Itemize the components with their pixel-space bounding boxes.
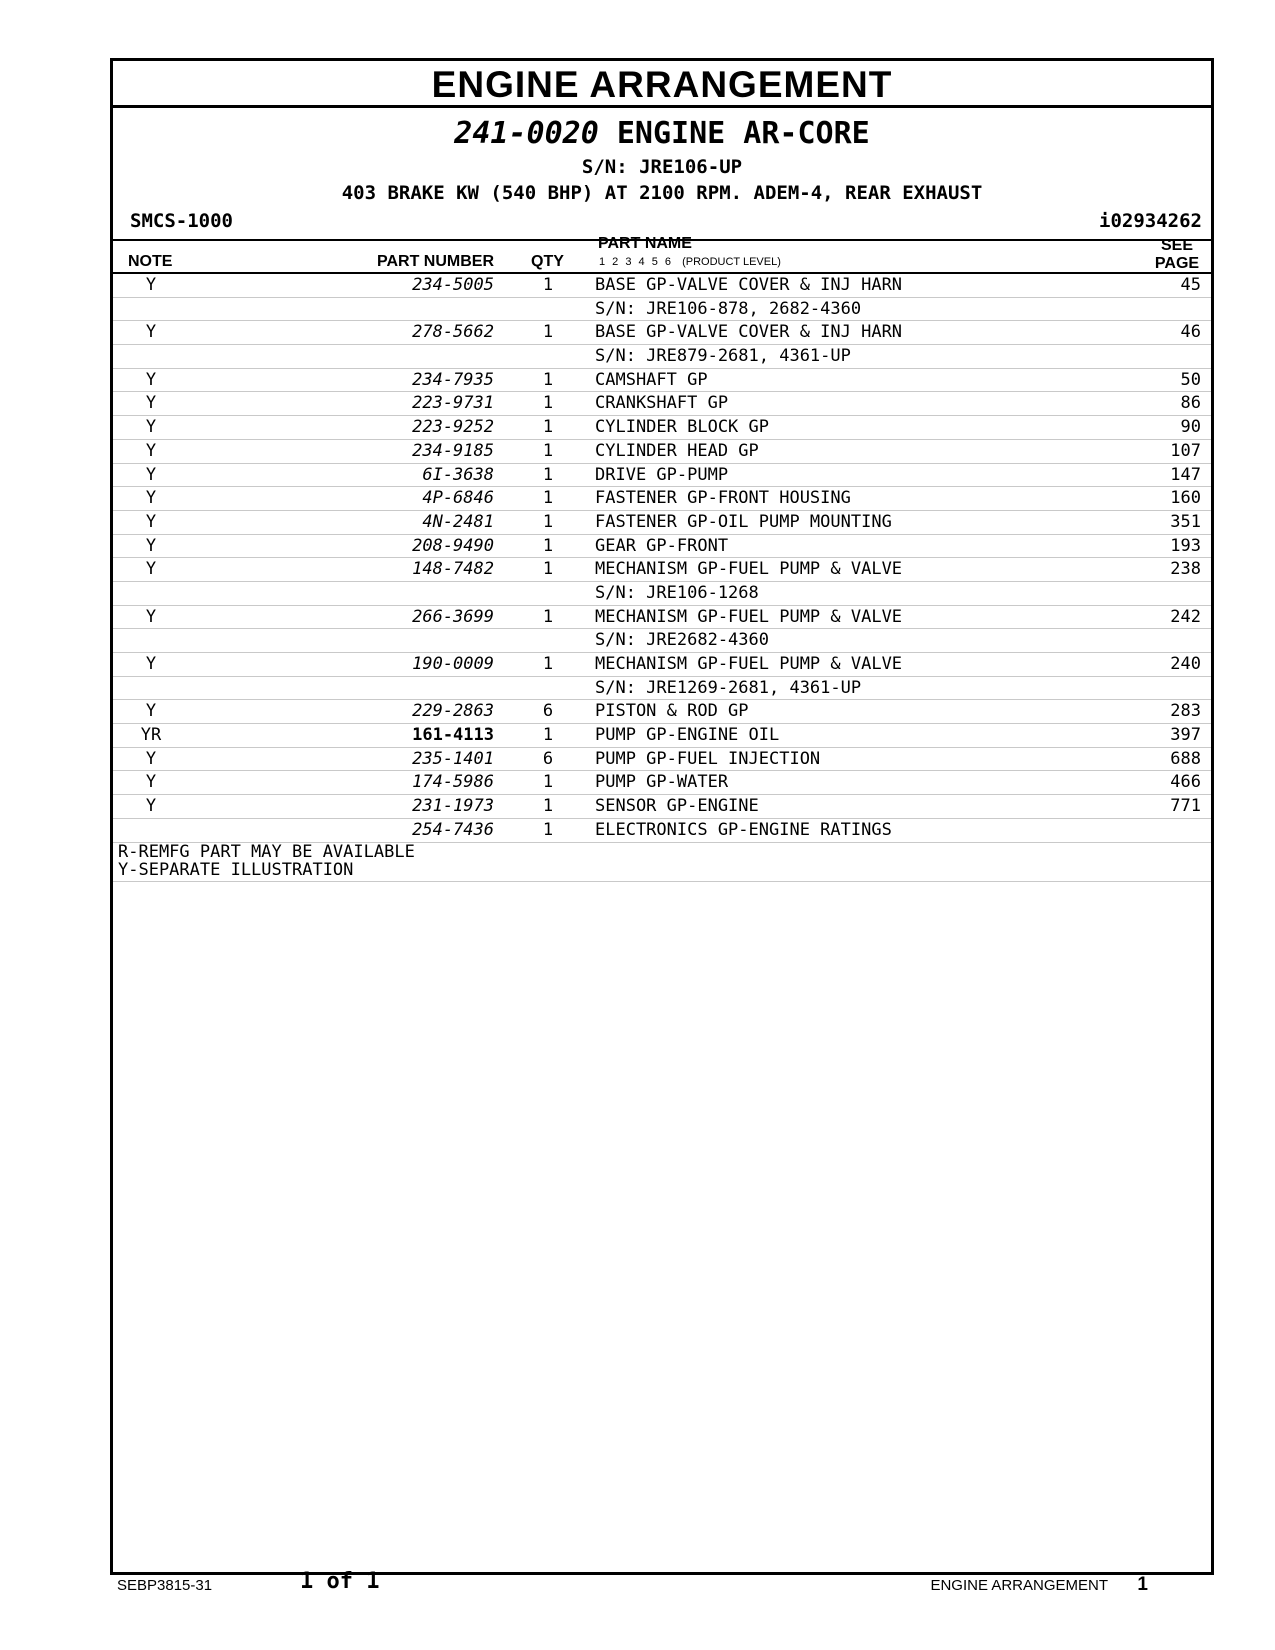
row-note: Y [145,748,157,769]
group-title [113,116,1211,152]
row-note: Y [145,701,157,722]
row-qty: 1 [542,393,554,414]
row-note: Y [145,535,157,556]
column-header-qty: QTY [531,253,564,270]
row-note: Y [145,559,157,580]
row-qty: 1 [542,464,554,485]
row-part-number: 190-0009 [412,654,494,674]
table-row [113,369,1211,393]
row-qty: 1 [542,796,554,817]
row-see-page: 86 [1180,393,1201,414]
row-part-number: 254-7436 [412,819,494,840]
serial-range: S/N: JRE106-UP [581,156,743,178]
table-row [113,272,1211,298]
column-header-part-number: PART NUMBER [376,253,494,270]
table-row [113,700,1211,724]
row-note: Y [145,322,157,343]
row-note: Y [145,393,157,414]
product-level-digits: 1 2 3 4 5 6 [599,256,671,268]
row-see-page: 283 [1170,701,1201,722]
row-note: YR [140,725,162,746]
row-qty: 1 [542,369,554,390]
row-qty: 1 [542,511,554,532]
row-see-page: 771 [1170,796,1201,817]
row-see-page: 688 [1170,748,1201,769]
row-part-number: 278-5662 [412,322,494,343]
row-note: Y [145,464,157,485]
row-part-number: 234-9185 [412,440,494,461]
row-part-name: S/N: JRE2682-4360 [595,630,769,651]
row-qty: 1 [542,654,554,674]
table-row [113,464,1211,488]
row-part-name: S/N: JRE1269-2681, 4361-UP [595,677,862,698]
table-row [113,819,1211,843]
row-qty: 1 [542,772,554,793]
row-part-name: BASE GP-VALVE COVER & INJ HARN [595,275,903,295]
row-part-name: MECHANISM GP-FUEL PUMP & VALVE [595,559,903,580]
row-see-page: 351 [1170,511,1201,532]
row-part-number: 229-2863 [412,701,494,722]
row-part-name: PISTON & ROD GP [595,701,749,722]
row-part-number: 266-3699 [412,606,494,627]
row-part-number: 6I-3638 [422,464,494,485]
table-row [113,629,1211,653]
row-see-page: 107 [1170,440,1201,461]
row-qty: 1 [542,440,554,461]
row-see-page: 240 [1170,654,1201,674]
row-part-number: 223-9252 [412,417,494,438]
group-name: ENGINE AR-CORE [616,116,870,151]
table-row [113,724,1211,748]
section-name: ENGINE ARRANGEMENT [930,1577,1108,1594]
row-part-name: CYLINDER BLOCK GP [595,417,769,438]
group-number: 241-0020 [454,116,599,151]
table-row [113,535,1211,559]
row-part-name: S/N: JRE106-1268 [595,582,759,603]
row-part-number: 161-4113 [412,725,494,746]
row-part-number: 148-7482 [412,559,494,580]
row-part-number: 4P-6846 [422,488,494,509]
row-part-name: PUMP GP-WATER [595,772,729,793]
illustration-id: i02934262 [1099,210,1202,232]
table-row [113,582,1211,606]
document-number: SEBP3815-31 [117,1577,213,1594]
table-row [113,440,1211,464]
row-qty: 1 [542,819,554,840]
row-part-number: 174-5986 [412,772,494,793]
table-row [113,321,1211,345]
column-header-see-page [1153,237,1201,273]
table-row [113,653,1211,677]
row-see-page: 238 [1170,559,1201,580]
table-row [113,771,1211,795]
row-note: Y [145,417,157,438]
row-see-page: 466 [1170,772,1201,793]
row-see-page: 45 [1180,275,1201,295]
page-title: ENGINE ARRANGEMENT [113,61,1211,108]
row-qty: 1 [542,606,554,627]
smcs-code: SMCS-1000 [130,210,233,232]
row-part-name: MECHANISM GP-FUEL PUMP & VALVE [595,654,903,674]
row-part-name: S/N: JRE106-878, 2682-4360 [595,298,862,319]
table-row [113,558,1211,582]
table-row [113,392,1211,416]
product-level-scale [599,255,781,269]
row-qty: 6 [542,748,554,769]
row-part-number: 234-5005 [412,275,494,295]
row-qty: 1 [542,322,554,343]
row-part-number: 235-1401 [412,748,494,769]
row-part-number: 208-9490 [412,535,494,556]
row-note: Y [145,488,157,509]
table-row [113,298,1211,322]
column-header-note: NOTE [128,253,173,270]
column-header-see: SEE [1160,237,1193,254]
table-row [113,511,1211,535]
parts-table [113,272,1211,882]
row-see-page: 147 [1170,464,1201,485]
row-part-name: CAMSHAFT GP [595,369,708,390]
row-qty: 6 [542,701,554,722]
legend-note: R-REMFG PART MAY BE AVAILABLE [118,841,415,862]
row-part-number: 231-1973 [412,796,494,817]
row-see-page: 397 [1170,725,1201,746]
table-row [113,795,1211,819]
row-part-number: 223-9731 [412,393,494,414]
row-note: Y [145,440,157,461]
table-row [113,748,1211,772]
row-part-name: CYLINDER HEAD GP [595,440,759,461]
row-note: Y [145,511,157,532]
row-part-name: DRIVE GP-PUMP [595,464,729,485]
legend-note: Y-SEPARATE ILLUSTRATION [113,861,1211,882]
table-row [113,606,1211,630]
row-see-page: 90 [1180,417,1201,438]
table-row [113,487,1211,511]
row-note: Y [145,275,157,295]
row-see-page: 46 [1180,322,1201,343]
row-part-name: SENSOR GP-ENGINE [595,796,759,817]
row-qty: 1 [542,417,554,438]
row-part-name: PUMP GP-ENGINE OIL [595,725,780,746]
column-header-part-name: PART NAME [598,235,692,252]
table-row [113,416,1211,440]
row-part-name: FASTENER GP-FRONT HOUSING [595,488,851,509]
row-note: Y [145,606,157,627]
table-row [113,677,1211,701]
row-note: Y [145,796,157,817]
row-see-page: 160 [1170,488,1201,509]
row-qty: 1 [542,559,554,580]
row-part-name: CRANKSHAFT GP [595,393,729,414]
engine-description: 403 BRAKE KW (540 BHP) AT 2100 RPM. ADEM-4, REAR EXHAUST [341,182,983,204]
row-qty: 1 [542,725,554,746]
page-frame [110,58,1214,1575]
row-qty: 1 [542,275,554,295]
row-part-name: S/N: JRE879-2681, 4361-UP [595,346,851,367]
product-level-label: (PRODUCT LEVEL) [682,256,781,268]
row-note: Y [145,772,157,793]
row-part-name: BASE GP-VALVE COVER & INJ HARN [595,322,903,343]
row-see-page: 242 [1170,606,1201,627]
row-note: Y [145,654,157,674]
table-row [113,345,1211,369]
row-part-number: 4N-2481 [422,511,494,532]
row-part-number: 234-7935 [412,369,494,390]
page-count: 1 of 1 [300,1569,380,1594]
row-see-page: 193 [1170,535,1201,556]
row-see-page: 50 [1180,369,1201,390]
row-part-name: ELECTRONICS GP-ENGINE RATINGS [595,819,892,840]
row-qty: 1 [542,535,554,556]
row-part-name: GEAR GP-FRONT [595,535,729,556]
row-part-name: FASTENER GP-OIL PUMP MOUNTING [595,511,892,532]
page-number: 1 [1137,1574,1148,1595]
row-part-name: PUMP GP-FUEL INJECTION [595,748,821,769]
row-part-name: MECHANISM GP-FUEL PUMP & VALVE [595,606,903,627]
row-qty: 1 [542,488,554,509]
column-header-page: PAGE [1154,255,1200,272]
row-note: Y [145,369,157,390]
